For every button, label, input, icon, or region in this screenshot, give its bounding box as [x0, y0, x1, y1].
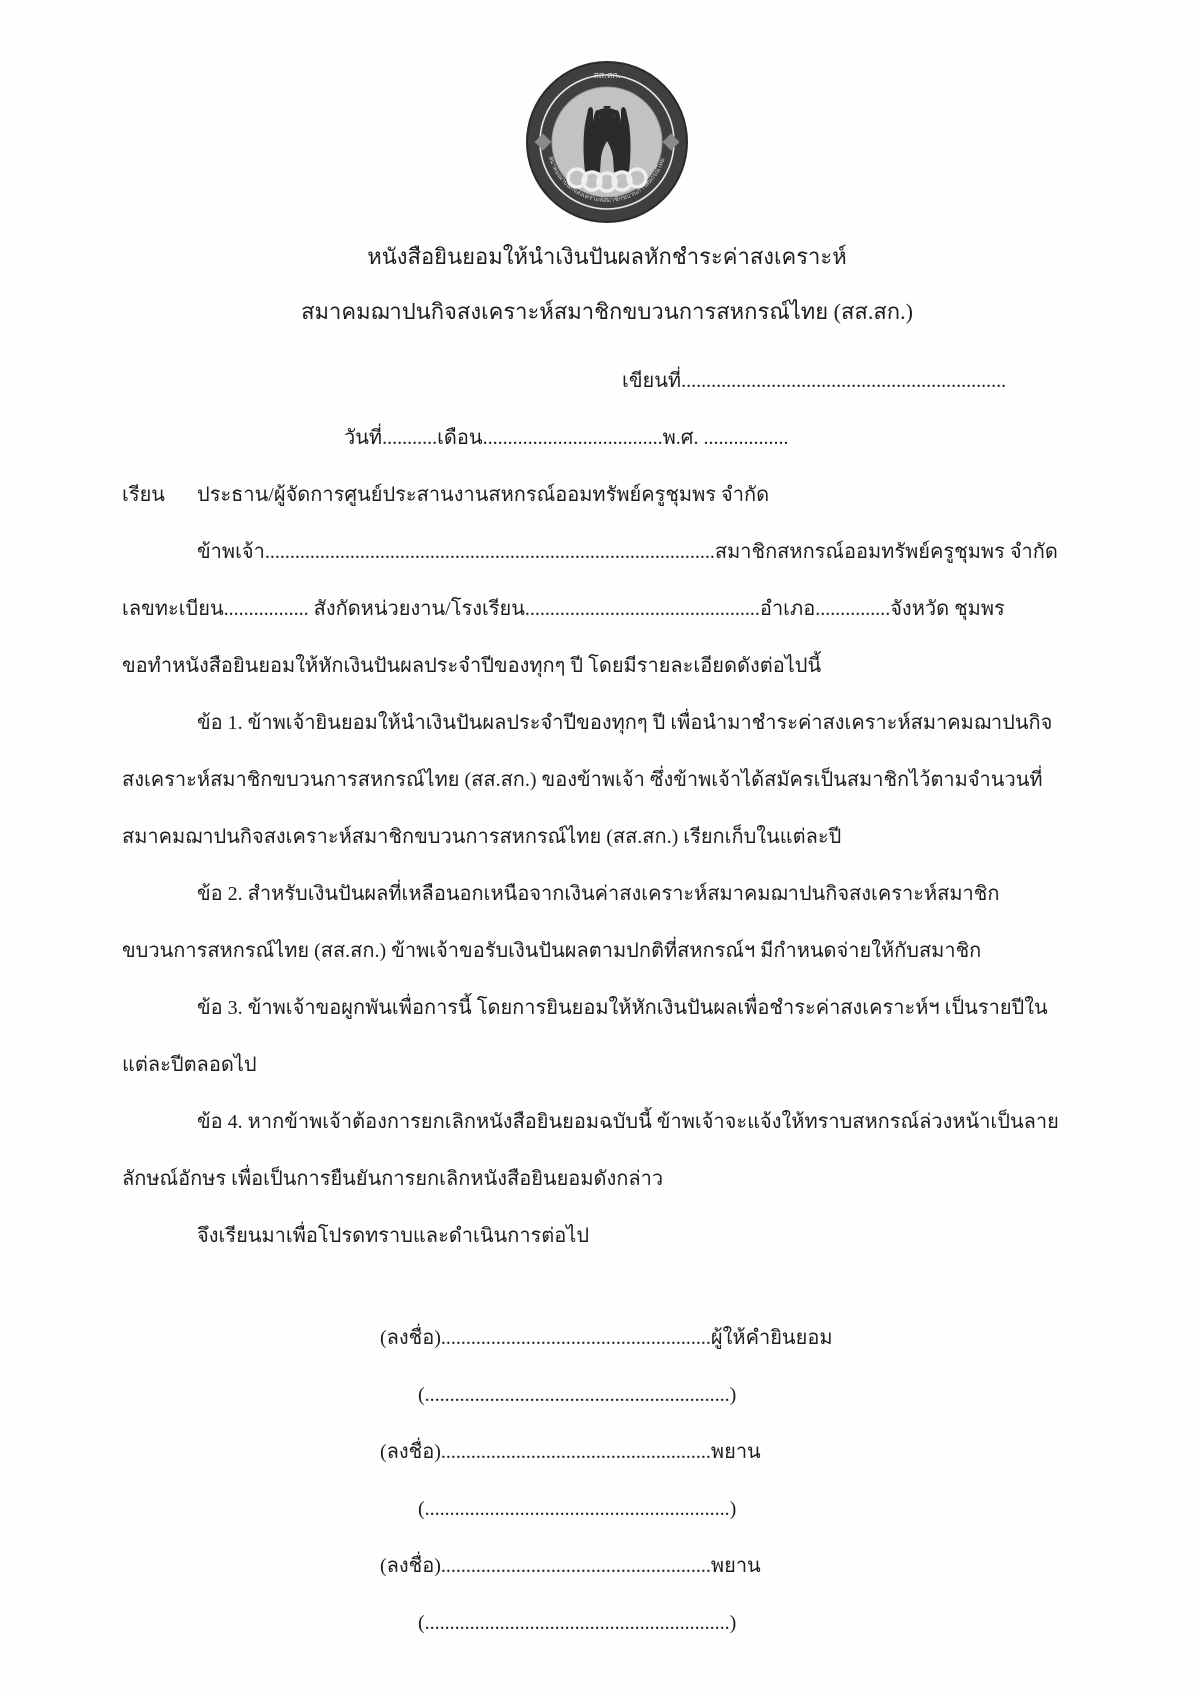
salutation-row — [122, 467, 1092, 524]
signature-block — [122, 1310, 1092, 1652]
signature-name-line: (.............................................................) — [418, 1384, 737, 1406]
logo-top-text: สส.สก. — [593, 71, 621, 81]
signature-sign-line: (ลงชื่อ)......................................................พยาน — [380, 1555, 761, 1577]
body-line: ข้อ 3. ข้าพเจ้าขอผูกพันเพื่อการนี้ โดยการยินยอมให้หักเงินปันผลเพื่อชำระค่าสงเคราะห์ฯ เป็นรายปีใน — [197, 997, 1048, 1019]
signature-name-line: (.............................................................) — [418, 1498, 737, 1520]
body-line: ลักษณ์อักษร เพื่อเป็นการยืนยันการยกเลิกหนังสือยินยอมดังกล่าว — [122, 1168, 664, 1190]
written-at-field: เขียนที่................................................................. — [622, 370, 1007, 392]
logo-rim-text: สมาคมฌาปนกิจสงเคราะห์สมาชิกขบวนการสหกรณ์ไทย — [546, 155, 667, 205]
body-line: สงเคราะห์สมาชิกขบวนการสหกรณ์ไทย (สส.สก.) ของข้าพเจ้า ซึ่งข้าพเจ้าได้สมัครเป็นสมาชิกไว้ตามจำนวนที่ — [122, 769, 1043, 791]
body-line: ขอทำหนังสือยินยอมให้หักเงินปันผลประจำปีของทุกๆ ปี โดยมีรายละเอียดดังต่อไปนี้ — [122, 655, 822, 677]
body-line: ข้อ 4. หากข้าพเจ้าต้องการยกเลิกหนังสือยินยอมฉบับนี้ ข้าพเจ้าจะแจ้งให้ทราบสหกรณ์ล่วงหน้าเป็นลาย — [197, 1111, 1059, 1133]
body-line: เลขทะเบียน................. สังกัดหน่วยงาน/โรงเรียน...............................................อำเภอ...............จังหวัด ชุมพร — [122, 598, 1005, 620]
body-line: สมาคมฌาปนกิจสงเคราะห์สมาชิกขบวนการสหกรณ์ไทย (สส.สก.) เรียกเก็บในแต่ละปี — [122, 826, 842, 848]
body-line: ข้อ 2. สำหรับเงินปันผลที่เหลือนอกเหนือจากเงินค่าสงเคราะห์สมาคมฌาปนกิจสงเคราะห์สมาชิก — [197, 883, 1000, 905]
date-field: วันที่...........เดือน....................................พ.ศ. ................. — [344, 427, 789, 449]
association-emblem-logo — [525, 60, 689, 224]
signature-name-line: (.............................................................) — [418, 1612, 737, 1634]
signature-sign-line: (ลงชื่อ)......................................................ผู้ให้คำยินยอม — [380, 1327, 833, 1349]
document-content — [122, 0, 1092, 1652]
document-title-line2: สมาคมฌาปนกิจสงเคราะห์สมาชิกขบวนการสหกรณ์ไทย (สส.สก.) — [301, 299, 913, 324]
signature-sign-line: (ลงชื่อ)......................................................พยาน — [380, 1441, 761, 1463]
document-title-line1: หนังสือยินยอมให้นำเงินปันผลหักชำระค่าสงเคราะห์ — [367, 244, 847, 269]
body-line: แต่ละปีตลอดไป — [122, 1054, 257, 1076]
body-line: จึงเรียนมาเพื่อโปรดทราบและดำเนินการต่อไป — [197, 1225, 590, 1247]
logo-wrap — [122, 0, 1092, 224]
body-line: ข้อ 1. ข้าพเจ้ายินยอมให้นำเงินปันผลประจำปีของทุกๆ ปี เพื่อนำมาชำระค่าสงเคราะห์สมาคมฌาปนกิจ — [197, 712, 1053, 734]
body-line: ข้าพเจ้า..........................................................................................สมาชิกสหกรณ์ออมทรัพย์ครูชุมพร จำกัด — [197, 541, 1058, 563]
salutation-label: เรียน — [122, 484, 165, 506]
body-lines — [122, 524, 1092, 1265]
salutation-recipient: ประธาน/ผู้จัดการศูนย์ประสานงานสหกรณ์ออมทรัพย์ครูชุมพร จำกัด — [197, 484, 770, 506]
body-line: ขบวนการสหกรณ์ไทย (สส.สก.) ข้าพเจ้าขอรับเงินปันผลตามปกติที่สหกรณ์ฯ มีกำหนดจ่ายให้กับสมาชิก — [122, 940, 982, 962]
